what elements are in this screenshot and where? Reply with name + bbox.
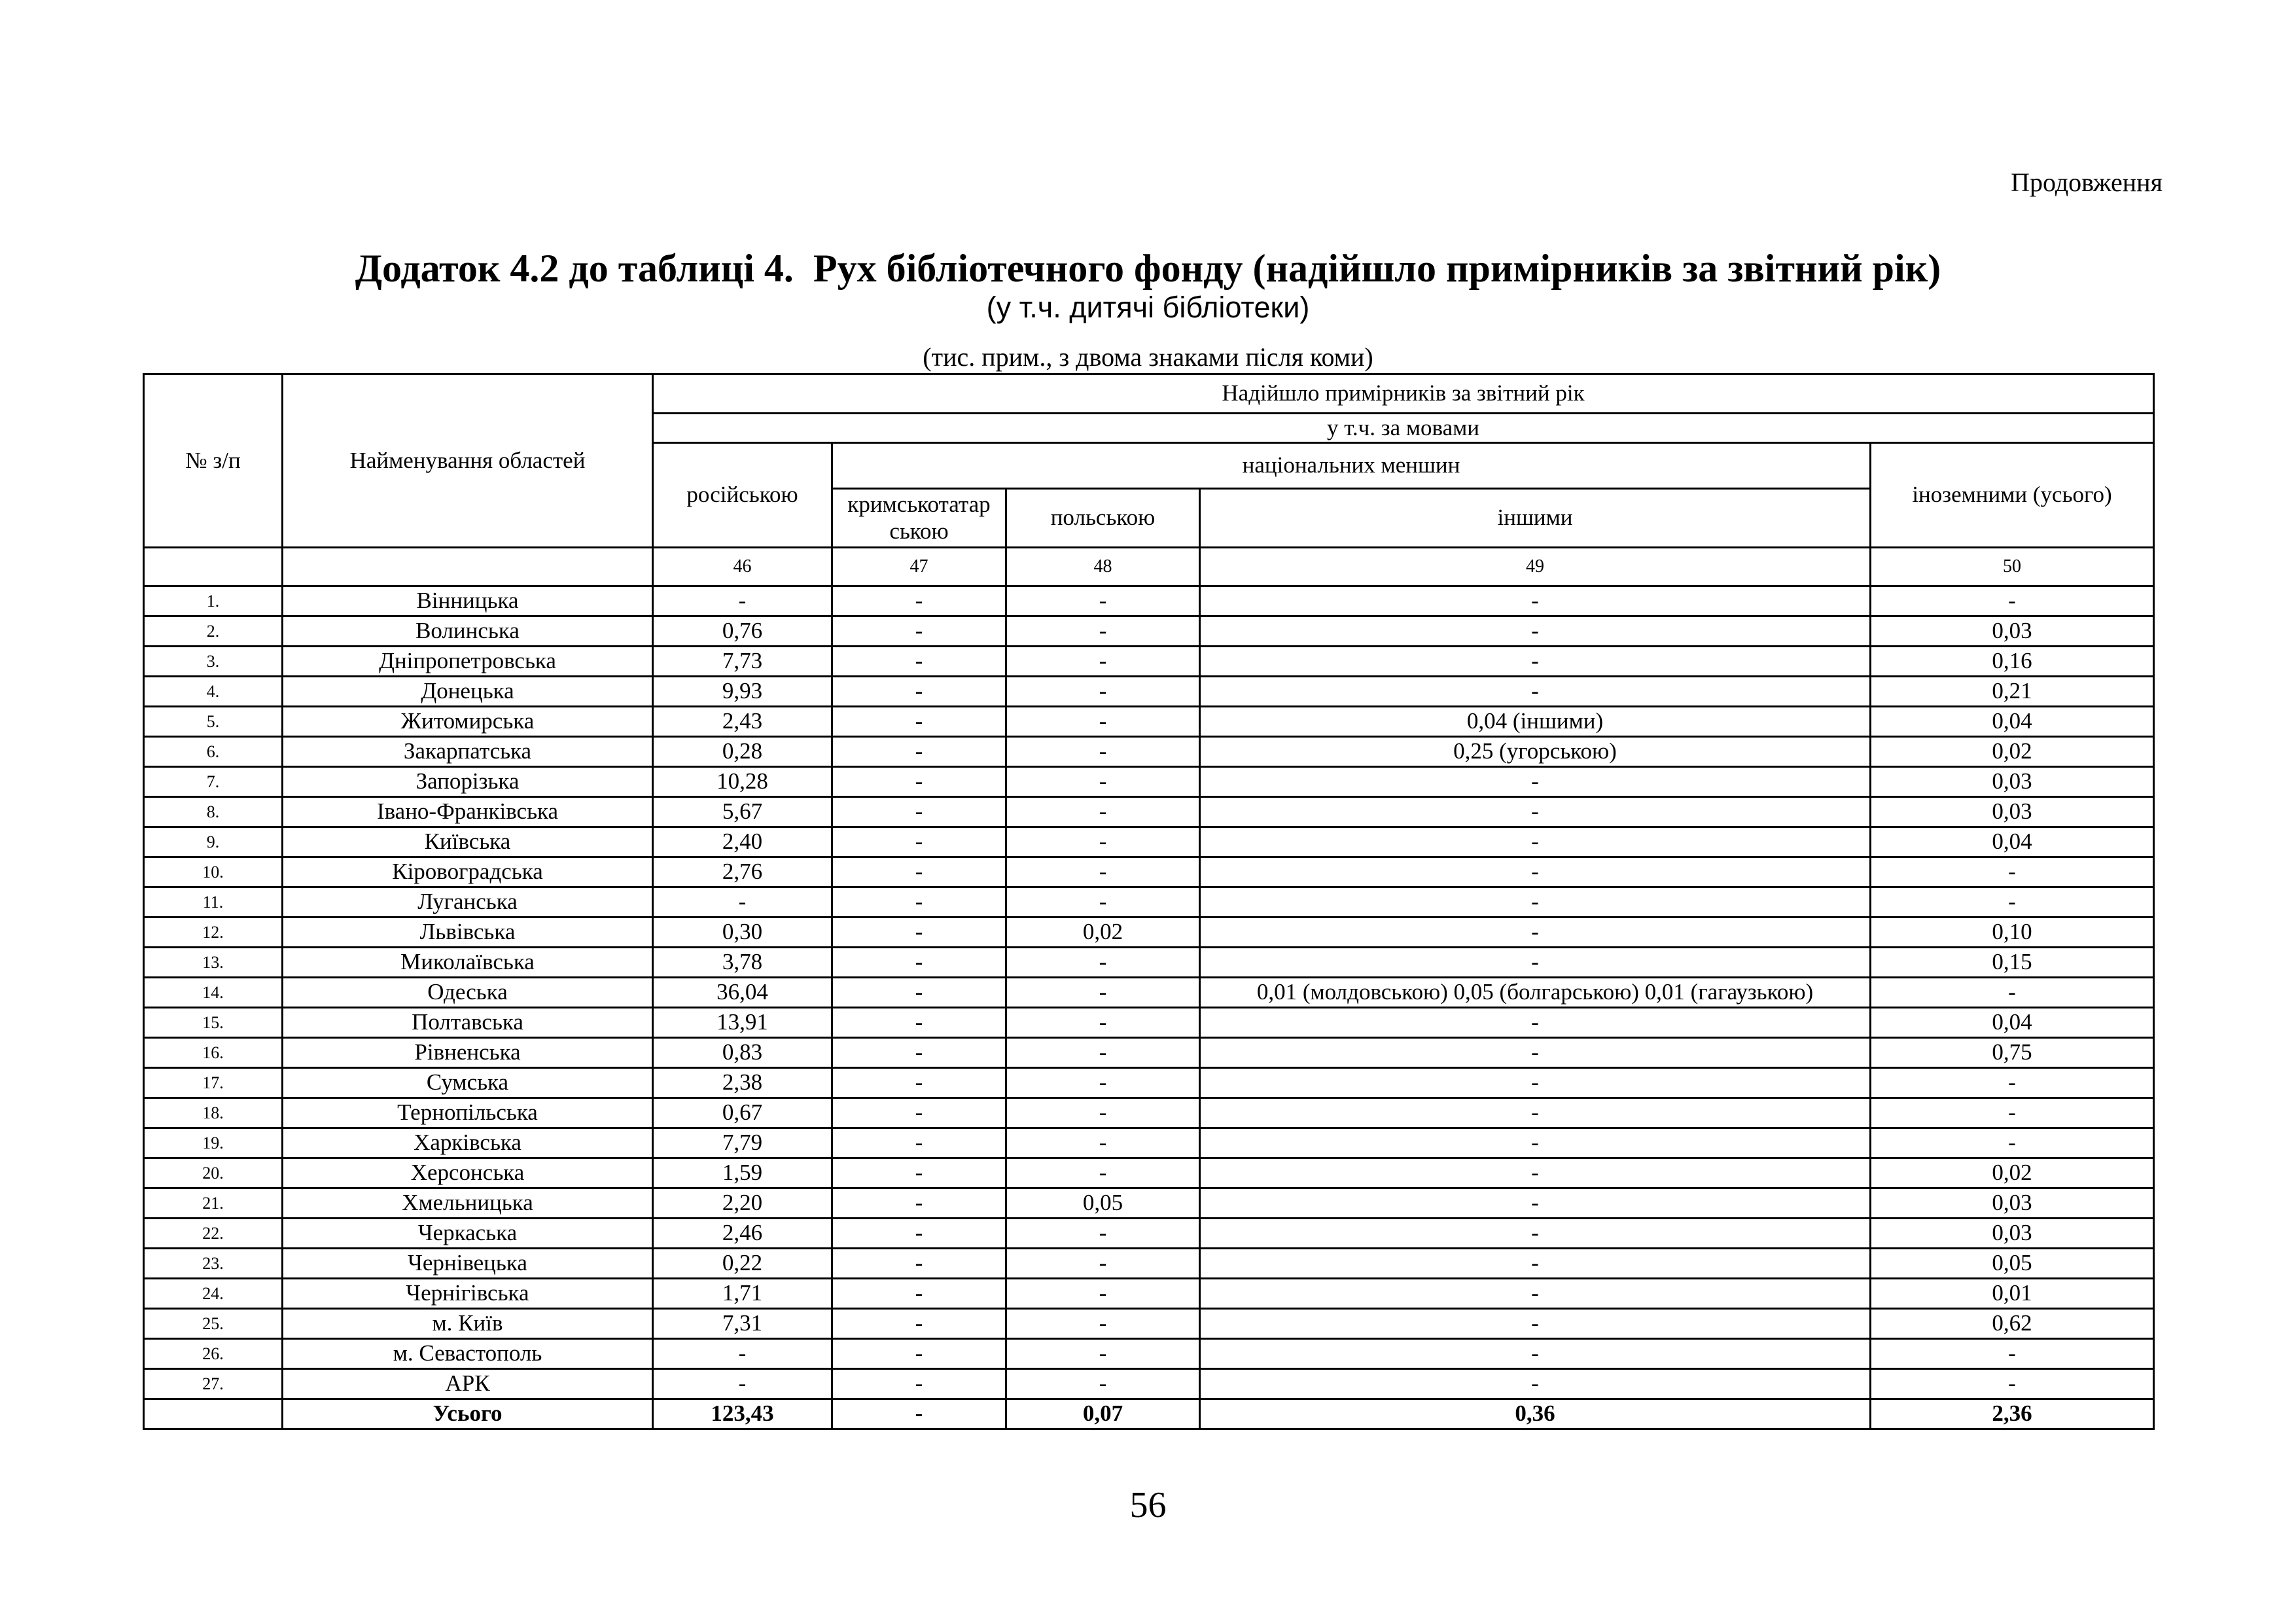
- crimean-value: -: [832, 1219, 1006, 1249]
- header-by-language: у т.ч. за мовами: [653, 414, 2154, 443]
- continuation-label: Продовження: [2011, 168, 2163, 197]
- library-fund-table: [143, 373, 2155, 1430]
- table-row: [144, 647, 2154, 677]
- table-row: [144, 1038, 2154, 1068]
- header-other: іншими: [1200, 489, 1871, 548]
- foreign-value: -: [1871, 1339, 2154, 1369]
- foreign-value: 0,03: [1871, 767, 2154, 797]
- crimean-value: -: [832, 1128, 1006, 1158]
- foreign-value: -: [1871, 1369, 2154, 1399]
- region-name: Житомирська: [283, 707, 653, 737]
- russian-value: 7,73: [653, 647, 832, 677]
- foreign-value: 0,03: [1871, 797, 2154, 827]
- foreign-value: -: [1871, 586, 2154, 616]
- row-number: 26.: [144, 1339, 283, 1369]
- polish-value: -: [1006, 797, 1200, 827]
- crimean-value: -: [832, 1068, 1006, 1098]
- region-name: Волинська: [283, 616, 653, 647]
- table-row: [144, 1249, 2154, 1279]
- row-number: 13.: [144, 948, 283, 978]
- crimean-value: -: [832, 616, 1006, 647]
- other-value: -: [1200, 1309, 1871, 1339]
- column-number: 47: [832, 548, 1006, 586]
- polish-value: -: [1006, 978, 1200, 1008]
- russian-value: -: [653, 887, 832, 918]
- russian-value: 1,59: [653, 1158, 832, 1188]
- polish-value: -: [1006, 1369, 1200, 1399]
- region-name: Харківська: [283, 1128, 653, 1158]
- russian-value: 10,28: [653, 767, 832, 797]
- region-name: Херсонська: [283, 1158, 653, 1188]
- crimean-value: -: [832, 1399, 1006, 1429]
- polish-value: -: [1006, 677, 1200, 707]
- russian-value: 3,78: [653, 948, 832, 978]
- region-name: АРК: [283, 1369, 653, 1399]
- header-region: Найменування областей: [283, 374, 653, 548]
- header-foreign: іноземними (усього): [1871, 443, 2154, 548]
- polish-value: 0,02: [1006, 918, 1200, 948]
- other-value: 0,04 (іншими): [1200, 707, 1871, 737]
- russian-value: -: [653, 586, 832, 616]
- row-number: 4.: [144, 677, 283, 707]
- foreign-value: 0,01: [1871, 1279, 2154, 1309]
- table-row: [144, 1369, 2154, 1399]
- crimean-value: -: [832, 1339, 1006, 1369]
- polish-value: -: [1006, 1008, 1200, 1038]
- region-name: Кіровоградська: [283, 857, 653, 887]
- foreign-value: -: [1871, 1098, 2154, 1128]
- foreign-value: 0,04: [1871, 1008, 2154, 1038]
- crimean-value: -: [832, 857, 1006, 887]
- row-number: 2.: [144, 616, 283, 647]
- russian-value: 9,93: [653, 677, 832, 707]
- crimean-value: -: [832, 1279, 1006, 1309]
- other-value: -: [1200, 1188, 1871, 1219]
- row-number: 18.: [144, 1098, 283, 1128]
- other-value: -: [1200, 647, 1871, 677]
- other-value: -: [1200, 1158, 1871, 1188]
- other-value: -: [1200, 1128, 1871, 1158]
- crimean-value: -: [832, 948, 1006, 978]
- other-value: -: [1200, 1098, 1871, 1128]
- row-number: 23.: [144, 1249, 283, 1279]
- russian-value: 1,71: [653, 1279, 832, 1309]
- crimean-value: -: [832, 586, 1006, 616]
- region-name: Хмельницька: [283, 1188, 653, 1219]
- polish-value: -: [1006, 1219, 1200, 1249]
- other-value: -: [1200, 1369, 1871, 1399]
- crimean-value: -: [832, 707, 1006, 737]
- russian-value: 0,28: [653, 737, 832, 767]
- polish-value: -: [1006, 1339, 1200, 1369]
- other-value: -: [1200, 616, 1871, 647]
- row-number: 3.: [144, 647, 283, 677]
- crimean-value: -: [832, 677, 1006, 707]
- foreign-value: 0,03: [1871, 616, 2154, 647]
- other-value: -: [1200, 887, 1871, 918]
- crimean-value: -: [832, 767, 1006, 797]
- foreign-value: -: [1871, 857, 2154, 887]
- crimean-value: -: [832, 1188, 1006, 1219]
- other-value: -: [1200, 918, 1871, 948]
- region-name: Чернігівська: [283, 1279, 653, 1309]
- crimean-value: -: [832, 1369, 1006, 1399]
- header-empty-cell: [144, 548, 283, 586]
- region-name: Луганська: [283, 887, 653, 918]
- other-value: 0,01 (молдовською) 0,05 (болгарською) 0,01 (гагаузькою): [1200, 978, 1871, 1008]
- row-number: 17.: [144, 1068, 283, 1098]
- table-row: [144, 767, 2154, 797]
- table-row: [144, 857, 2154, 887]
- table-row: [144, 1158, 2154, 1188]
- foreign-value: 0,03: [1871, 1188, 2154, 1219]
- row-number: 20.: [144, 1158, 283, 1188]
- row-number: 12.: [144, 918, 283, 948]
- crimean-value: -: [832, 978, 1006, 1008]
- polish-value: 0,05: [1006, 1188, 1200, 1219]
- foreign-value: -: [1871, 887, 2154, 918]
- russian-value: 2,76: [653, 857, 832, 887]
- table-row: [144, 1068, 2154, 1098]
- region-name: Вінницька: [283, 586, 653, 616]
- region-name: Львівська: [283, 918, 653, 948]
- polish-value: -: [1006, 948, 1200, 978]
- foreign-value: 0,04: [1871, 827, 2154, 857]
- region-name: Черкаська: [283, 1219, 653, 1249]
- table-row: [144, 1098, 2154, 1128]
- column-number: 48: [1006, 548, 1200, 586]
- row-number: [144, 1399, 283, 1429]
- header-num: № з/п: [144, 374, 283, 548]
- polish-value: -: [1006, 857, 1200, 887]
- table-row: [144, 827, 2154, 857]
- foreign-value: 0,02: [1871, 1158, 2154, 1188]
- foreign-value: -: [1871, 1068, 2154, 1098]
- row-number: 10.: [144, 857, 283, 887]
- table-row: [144, 1279, 2154, 1309]
- polish-value: -: [1006, 1158, 1200, 1188]
- polish-value: -: [1006, 707, 1200, 737]
- other-value: -: [1200, 1068, 1871, 1098]
- crimean-value: -: [832, 1249, 1006, 1279]
- row-number: 11.: [144, 887, 283, 918]
- table-row: [144, 918, 2154, 948]
- table-row: [144, 1188, 2154, 1219]
- polish-value: 0,07: [1006, 1399, 1200, 1429]
- table-row: [144, 1309, 2154, 1339]
- russian-value: 2,40: [653, 827, 832, 857]
- foreign-value: 0,04: [1871, 707, 2154, 737]
- table-row: [144, 1219, 2154, 1249]
- page-number: 56: [1129, 1485, 1167, 1525]
- region-name: м. Київ: [283, 1309, 653, 1339]
- region-name: Івано-Франківська: [283, 797, 653, 827]
- foreign-value: 0,10: [1871, 918, 2154, 948]
- table-row: [144, 887, 2154, 918]
- region-name: Миколаївська: [283, 948, 653, 978]
- total-row: [144, 1399, 2154, 1429]
- foreign-value: -: [1871, 1128, 2154, 1158]
- row-number: 14.: [144, 978, 283, 1008]
- header-russian: російською: [653, 443, 832, 548]
- other-value: 0,25 (угорською): [1200, 737, 1871, 767]
- polish-value: -: [1006, 1249, 1200, 1279]
- table-row: [144, 677, 2154, 707]
- row-number: 25.: [144, 1309, 283, 1339]
- foreign-value: 0,75: [1871, 1038, 2154, 1068]
- crimean-value: -: [832, 737, 1006, 767]
- other-value: -: [1200, 586, 1871, 616]
- table-body: [144, 586, 2154, 1429]
- polish-value: -: [1006, 1279, 1200, 1309]
- region-name: Одеська: [283, 978, 653, 1008]
- foreign-value: 2,36: [1871, 1399, 2154, 1429]
- polish-value: -: [1006, 737, 1200, 767]
- polish-value: -: [1006, 1309, 1200, 1339]
- polish-value: -: [1006, 1128, 1200, 1158]
- polish-value: -: [1006, 1068, 1200, 1098]
- crimean-value: -: [832, 1098, 1006, 1128]
- table-row: [144, 1339, 2154, 1369]
- foreign-value: 0,21: [1871, 677, 2154, 707]
- polish-value: -: [1006, 616, 1200, 647]
- region-name: Тернопільська: [283, 1098, 653, 1128]
- table-row: [144, 797, 2154, 827]
- foreign-value: -: [1871, 978, 2154, 1008]
- polish-value: -: [1006, 827, 1200, 857]
- region-name: Чернівецька: [283, 1249, 653, 1279]
- crimean-value: -: [832, 827, 1006, 857]
- russian-value: 0,76: [653, 616, 832, 647]
- other-value: -: [1200, 1339, 1871, 1369]
- region-name: Сумська: [283, 1068, 653, 1098]
- region-name: Київська: [283, 827, 653, 857]
- row-number: 27.: [144, 1369, 283, 1399]
- russian-value: -: [653, 1369, 832, 1399]
- foreign-value: 0,05: [1871, 1249, 2154, 1279]
- column-number: 50: [1871, 548, 2154, 586]
- table-row: [144, 586, 2154, 616]
- russian-value: 7,31: [653, 1309, 832, 1339]
- russian-value: -: [653, 1339, 832, 1369]
- row-number: 9.: [144, 827, 283, 857]
- row-number: 21.: [144, 1188, 283, 1219]
- region-name: Дніпропетровська: [283, 647, 653, 677]
- crimean-value: -: [832, 887, 1006, 918]
- header-received: Надійшло примірників за звітний рік: [653, 374, 2154, 414]
- table-row: [144, 616, 2154, 647]
- other-value: -: [1200, 1249, 1871, 1279]
- row-number: 22.: [144, 1219, 283, 1249]
- table-row: [144, 737, 2154, 767]
- russian-value: 36,04: [653, 978, 832, 1008]
- foreign-value: 0,03: [1871, 1219, 2154, 1249]
- region-name: Рівненська: [283, 1038, 653, 1068]
- header-crimean: кримськотатар ською: [832, 489, 1006, 548]
- other-value: -: [1200, 857, 1871, 887]
- row-number: 8.: [144, 797, 283, 827]
- row-number: 7.: [144, 767, 283, 797]
- other-value: -: [1200, 1279, 1871, 1309]
- row-number: 1.: [144, 586, 283, 616]
- crimean-value: -: [832, 1008, 1006, 1038]
- russian-value: 0,30: [653, 918, 832, 948]
- russian-value: 7,79: [653, 1128, 832, 1158]
- foreign-value: 0,16: [1871, 647, 2154, 677]
- crimean-value: -: [832, 647, 1006, 677]
- region-name: Полтавська: [283, 1008, 653, 1038]
- russian-value: 123,43: [653, 1399, 832, 1429]
- header-minorities: національних меншин: [832, 443, 1871, 489]
- column-number: 49: [1200, 548, 1871, 586]
- table-row: [144, 707, 2154, 737]
- foreign-value: 0,15: [1871, 948, 2154, 978]
- other-value: -: [1200, 948, 1871, 978]
- region-name: Закарпатська: [283, 737, 653, 767]
- crimean-value: -: [832, 797, 1006, 827]
- header-polish: польською: [1006, 489, 1200, 548]
- row-number: 19.: [144, 1128, 283, 1158]
- table-header: [144, 374, 2154, 586]
- page-title: Додаток 4.2 до таблиці 4. Рух бібліотечного фонду (надійшло примірників за звітний рік): [355, 247, 1941, 290]
- russian-value: 5,67: [653, 797, 832, 827]
- row-number: 24.: [144, 1279, 283, 1309]
- russian-value: 13,91: [653, 1008, 832, 1038]
- polish-value: -: [1006, 1038, 1200, 1068]
- column-number: 46: [653, 548, 832, 586]
- other-value: -: [1200, 1038, 1871, 1068]
- other-value: 0,36: [1200, 1399, 1871, 1429]
- units-note: (тис. прим., з двома знаками після коми): [923, 342, 1373, 372]
- row-number: 15.: [144, 1008, 283, 1038]
- row-number: 5.: [144, 707, 283, 737]
- russian-value: 0,22: [653, 1249, 832, 1279]
- region-name: Усього: [283, 1399, 653, 1429]
- other-value: -: [1200, 1219, 1871, 1249]
- polish-value: -: [1006, 586, 1200, 616]
- table-row: [144, 1128, 2154, 1158]
- russian-value: 0,67: [653, 1098, 832, 1128]
- crimean-value: -: [832, 1158, 1006, 1188]
- page-subtitle: (у т.ч. дитячі бібліотеки): [986, 291, 1310, 324]
- russian-value: 2,38: [653, 1068, 832, 1098]
- other-value: -: [1200, 677, 1871, 707]
- crimean-value: -: [832, 1309, 1006, 1339]
- row-number: 6.: [144, 737, 283, 767]
- crimean-value: -: [832, 1038, 1006, 1068]
- table-row: [144, 1008, 2154, 1038]
- region-name: Запорізька: [283, 767, 653, 797]
- russian-value: 2,20: [653, 1188, 832, 1219]
- polish-value: -: [1006, 887, 1200, 918]
- russian-value: 0,83: [653, 1038, 832, 1068]
- foreign-value: 0,02: [1871, 737, 2154, 767]
- region-name: Донецька: [283, 677, 653, 707]
- row-number: 16.: [144, 1038, 283, 1068]
- polish-value: -: [1006, 1098, 1200, 1128]
- crimean-value: -: [832, 918, 1006, 948]
- russian-value: 2,43: [653, 707, 832, 737]
- polish-value: -: [1006, 767, 1200, 797]
- table-row: [144, 978, 2154, 1008]
- region-name: м. Севастополь: [283, 1339, 653, 1369]
- russian-value: 2,46: [653, 1219, 832, 1249]
- foreign-value: 0,62: [1871, 1309, 2154, 1339]
- table-row: [144, 948, 2154, 978]
- other-value: -: [1200, 797, 1871, 827]
- polish-value: -: [1006, 647, 1200, 677]
- other-value: -: [1200, 827, 1871, 857]
- other-value: -: [1200, 1008, 1871, 1038]
- header-empty-cell: [283, 548, 653, 586]
- other-value: -: [1200, 767, 1871, 797]
